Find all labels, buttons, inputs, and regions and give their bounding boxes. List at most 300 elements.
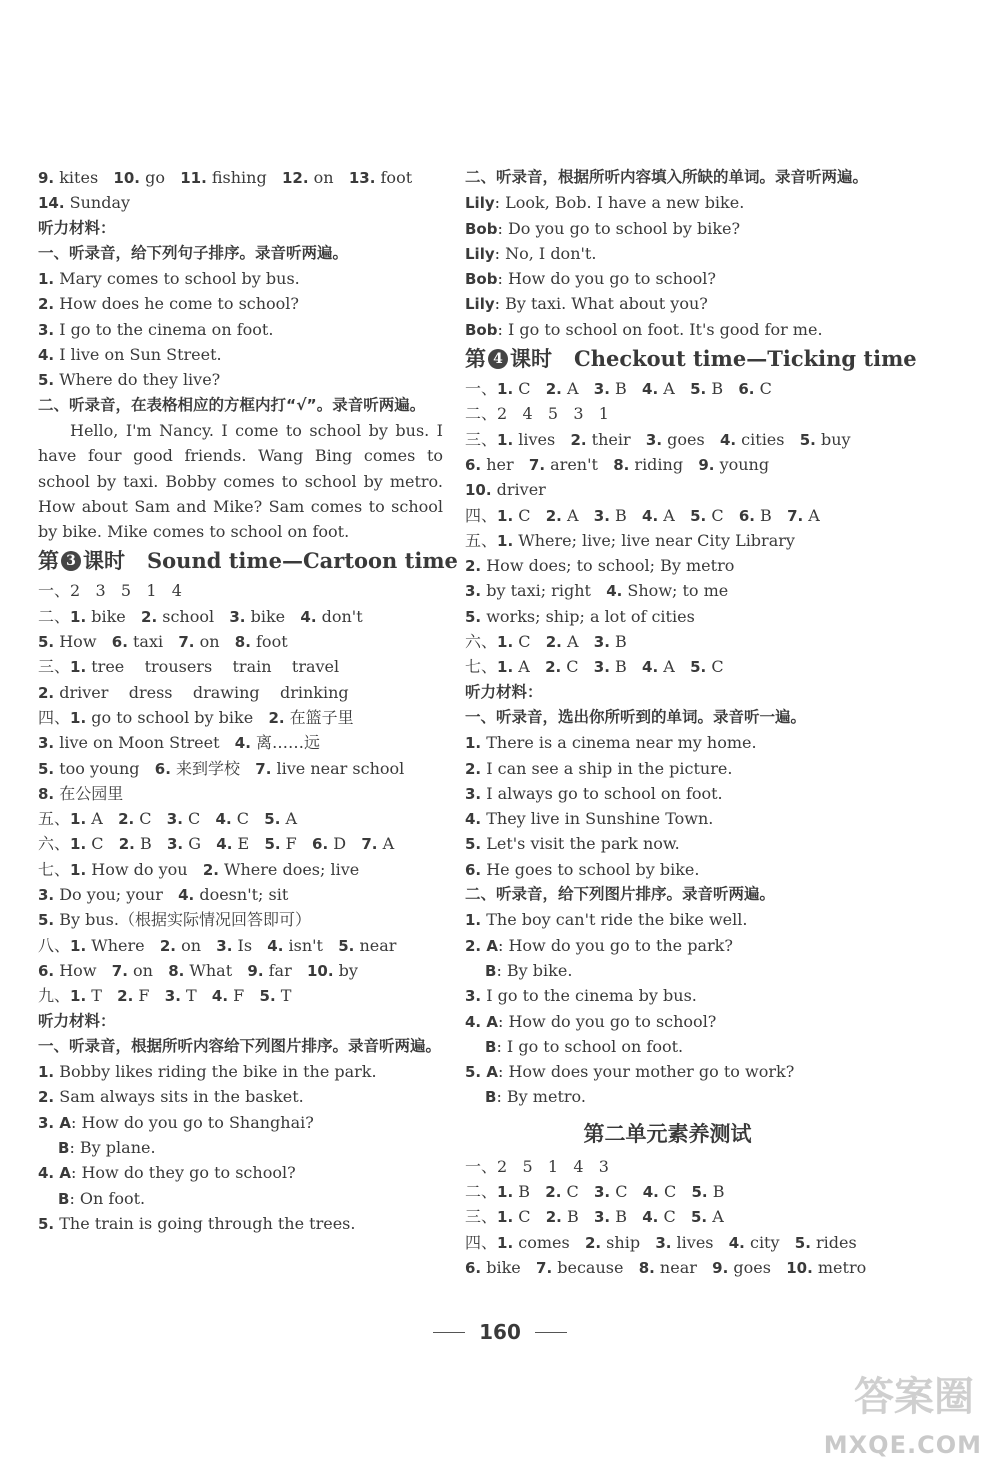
section-heading: 听力材料： bbox=[38, 218, 116, 237]
item-number: 5. A bbox=[465, 1063, 498, 1082]
answer-text: B bbox=[707, 1181, 725, 1201]
item-number: 8. bbox=[168, 961, 185, 980]
section-heading: 一、听录音，根据所听内容给下列图片排序。录音听两遍。 bbox=[38, 1036, 442, 1055]
answer-text: C bbox=[231, 809, 265, 829]
answer-line bbox=[465, 1179, 870, 1204]
answer-text: C bbox=[754, 379, 772, 399]
answer-text: too young bbox=[54, 758, 155, 778]
answer-text: 六、 bbox=[465, 632, 498, 652]
answer-text: her bbox=[481, 454, 529, 474]
item-number: 2. bbox=[118, 810, 135, 829]
answer-text: buy bbox=[815, 429, 851, 449]
item-number: 2. A bbox=[465, 936, 498, 955]
answer-text: doesn't; sit bbox=[194, 885, 289, 905]
item-number: 7. bbox=[111, 961, 128, 980]
answer-line bbox=[465, 291, 870, 316]
item-number: 5. bbox=[38, 759, 55, 778]
answer-text: 二、 bbox=[465, 1181, 498, 1201]
item-number: 2. bbox=[268, 708, 285, 727]
item-number: 4. bbox=[300, 607, 317, 626]
answer-text: works; ship; a lot of cities bbox=[481, 606, 695, 626]
answer-line bbox=[465, 629, 870, 654]
item-number: 5. bbox=[259, 987, 276, 1006]
answer-text: : By taxi. What about you? bbox=[494, 294, 708, 314]
item-number: 3. bbox=[465, 582, 482, 601]
answer-text: Where do they live? bbox=[54, 370, 221, 390]
answer-line bbox=[465, 401, 870, 426]
answer-text: foot bbox=[250, 632, 288, 652]
answer-text: Where; live; live near City Library bbox=[513, 530, 795, 550]
item-number: 4. A bbox=[38, 1164, 71, 1183]
answer-text: : By metro. bbox=[496, 1087, 586, 1107]
item-number: 10. bbox=[786, 1258, 813, 1277]
item-number: 7. bbox=[536, 1258, 553, 1277]
item-number: 5. bbox=[465, 607, 482, 626]
item-number: 2. bbox=[117, 987, 134, 1006]
answer-line bbox=[38, 806, 443, 831]
answer-line bbox=[38, 367, 443, 392]
item-number: 7. bbox=[361, 835, 378, 854]
answer-text: Sunday bbox=[64, 193, 131, 213]
section-heading: 二、听录音，给下列图片排序。录音听两遍。 bbox=[465, 885, 776, 904]
answer-text: because bbox=[552, 1257, 639, 1277]
answer-text: on bbox=[127, 960, 169, 980]
item-number: 2. bbox=[38, 683, 55, 702]
item-number: 4. bbox=[38, 346, 55, 365]
item-number: 10. bbox=[465, 481, 492, 500]
answer-text: : By plane. bbox=[69, 1137, 156, 1157]
answer-text: B bbox=[610, 1207, 643, 1227]
item-number: Bob bbox=[465, 320, 498, 339]
answer-line bbox=[38, 604, 443, 629]
item-number: 2. bbox=[545, 633, 562, 652]
item-number: 3. bbox=[594, 1208, 611, 1227]
item-number: 1. bbox=[497, 531, 514, 550]
answer-text: : By bike. bbox=[496, 960, 573, 980]
answer-line bbox=[465, 831, 870, 856]
answer-text: 九、 bbox=[38, 986, 71, 1006]
item-number: 1. bbox=[497, 1182, 514, 1201]
item-number: 4. A bbox=[465, 1012, 498, 1031]
answer-text: What bbox=[184, 960, 248, 980]
item-number: 3. bbox=[216, 936, 233, 955]
answer-line bbox=[465, 907, 870, 932]
answer-line bbox=[465, 781, 870, 806]
answer-text: A bbox=[561, 379, 594, 399]
item-number: 1. bbox=[497, 380, 514, 399]
answer-text: C bbox=[658, 1181, 692, 1201]
answer-text: 七、 bbox=[38, 859, 71, 879]
answer-text: C bbox=[513, 1207, 546, 1227]
item-number: 7. bbox=[528, 455, 546, 474]
item-number: B bbox=[58, 1138, 70, 1157]
answer-line bbox=[38, 1135, 443, 1160]
answer-text: He goes to school by bike. bbox=[481, 859, 700, 879]
listening-passage: Hello, I'm Nancy. I come to school by bus. I have four good friends. Wang Bing comes to school by taxi. Bobby comes to school by metro. How about Sam and Mike? Sam comes to school by bike. Mike comes to school on foot. bbox=[38, 420, 443, 542]
left-column bbox=[38, 165, 458, 1236]
answer-line bbox=[38, 730, 443, 755]
item-number: 5. bbox=[338, 936, 355, 955]
answer-line bbox=[38, 1160, 443, 1185]
item-number: 12. bbox=[281, 169, 309, 187]
answer-text: : How do you go to Shanghai? bbox=[70, 1112, 314, 1132]
answer-text: 五、 bbox=[465, 530, 498, 550]
answer-text: 二、2 4 5 3 1 bbox=[465, 404, 609, 424]
answer-line bbox=[465, 528, 870, 553]
answer-line bbox=[465, 190, 870, 215]
answer-line bbox=[465, 427, 870, 452]
answer-text: D bbox=[328, 834, 362, 854]
answer-line bbox=[38, 578, 443, 603]
answer-text: How does; to school; By metro bbox=[481, 556, 735, 576]
answer-line bbox=[38, 1059, 443, 1084]
answer-text: 三、 bbox=[38, 657, 71, 677]
answer-line bbox=[38, 266, 443, 291]
lesson-heading bbox=[38, 544, 458, 578]
item-number: 2. bbox=[465, 759, 482, 778]
answer-line bbox=[465, 477, 870, 502]
item-number: 4. bbox=[216, 835, 233, 854]
answer-text: Is bbox=[232, 935, 268, 955]
item-number: 4. bbox=[267, 936, 284, 955]
answer-line bbox=[38, 317, 443, 342]
item-number: 5. bbox=[691, 1182, 708, 1201]
item-number: 4. bbox=[642, 1208, 659, 1227]
lesson-number-badge: 4 bbox=[488, 349, 508, 369]
answer-text: A bbox=[561, 632, 594, 652]
answer-text: A bbox=[658, 379, 691, 399]
answer-text: C bbox=[706, 505, 739, 525]
section-heading: 二、听录音，在表格相应的方框内打“√”。录音听两遍。 bbox=[38, 395, 426, 414]
answer-text: : How does your mother go to work? bbox=[497, 1062, 795, 1082]
item-number: 8. bbox=[234, 633, 251, 652]
item-number: Lily bbox=[465, 194, 495, 213]
answer-text: : How do you go to the park? bbox=[497, 935, 733, 955]
item-number: 3. bbox=[465, 784, 482, 803]
answer-text: A bbox=[707, 1207, 724, 1227]
answer-line bbox=[465, 1255, 870, 1280]
item-number: 4. bbox=[211, 987, 229, 1006]
answer-text: 离……远 bbox=[250, 733, 321, 753]
item-number: 3. bbox=[645, 430, 663, 449]
item-number: 1. bbox=[70, 607, 87, 626]
answer-line bbox=[465, 503, 870, 528]
answer-text: Do you; your bbox=[54, 885, 179, 905]
answer-text: driver bbox=[491, 480, 546, 500]
answer-text: goes bbox=[662, 429, 720, 449]
answer-text: The train is going through the trees. bbox=[54, 1213, 356, 1233]
answer-text: live on Moon Street bbox=[54, 733, 235, 753]
item-number: 1. bbox=[70, 987, 87, 1006]
item-number: 6. bbox=[111, 633, 128, 652]
answer-text: by taxi; right bbox=[481, 581, 607, 601]
section-heading: 一、听录音，选出你所听到的单词。录音听一遍。 bbox=[465, 707, 807, 726]
lesson-suffix: 课时 bbox=[83, 548, 125, 574]
answer-line bbox=[38, 629, 443, 654]
lesson-title: Checkout time—Ticking time bbox=[574, 346, 917, 372]
answer-text: E bbox=[232, 834, 265, 854]
answer-text: The boy can't ride the bike well. bbox=[481, 910, 748, 930]
item-number: 1. bbox=[465, 911, 482, 930]
answer-text: taxi bbox=[127, 632, 179, 652]
answer-text: isn't bbox=[283, 935, 339, 955]
answer-text: 四、 bbox=[38, 707, 71, 727]
answer-text: comes bbox=[513, 1232, 585, 1252]
answer-text: 二、 bbox=[38, 606, 71, 626]
answer-text: : Look, Bob. I have a new bike. bbox=[494, 193, 745, 213]
unit-test-title: 第二单元素养测试 bbox=[583, 1121, 752, 1146]
page-number-text: 160 bbox=[479, 1320, 521, 1344]
answer-text: near bbox=[354, 935, 397, 955]
item-number: 4. bbox=[178, 886, 195, 905]
answer-text: A bbox=[377, 834, 395, 854]
answer-text: By bus.（根据实际情况回答即可） bbox=[54, 910, 311, 930]
item-number: 1. bbox=[497, 658, 514, 677]
item-number: 4. bbox=[719, 430, 737, 449]
answer-line bbox=[465, 376, 870, 401]
answer-text: cities bbox=[736, 429, 800, 449]
answer-text: C bbox=[513, 632, 546, 652]
answer-text: driver dress drawing drinking bbox=[54, 682, 349, 702]
item-number: 2. bbox=[159, 936, 176, 955]
answer-text: on bbox=[308, 168, 349, 187]
answer-text: go to school by bike bbox=[86, 707, 269, 727]
answer-text: tree trousers train travel bbox=[86, 657, 340, 677]
watermark-text: MXQE.COM bbox=[823, 1431, 982, 1459]
item-number: 14. bbox=[38, 194, 65, 213]
answer-text: 八、 bbox=[38, 935, 71, 955]
answer-text: C bbox=[561, 1181, 594, 1201]
answer-text: their bbox=[586, 429, 646, 449]
answer-text: 三、 bbox=[465, 429, 498, 449]
answer-line bbox=[465, 1084, 870, 1109]
item-number: 2. bbox=[545, 658, 562, 677]
answer-text: A bbox=[513, 657, 546, 677]
item-number: 3. bbox=[166, 810, 183, 829]
answer-text: C bbox=[513, 505, 546, 525]
answer-line bbox=[465, 1059, 870, 1084]
item-number: 3. bbox=[167, 835, 184, 854]
item-number: 1. bbox=[38, 270, 55, 289]
item-number: 5. bbox=[264, 835, 281, 854]
answer-text: 在公园里 bbox=[54, 783, 124, 803]
item-number: 8. bbox=[38, 784, 55, 803]
item-number: 2. bbox=[545, 380, 562, 399]
answer-line bbox=[38, 882, 443, 907]
item-number: 5. bbox=[690, 1208, 708, 1227]
answer-text: bike bbox=[481, 1257, 537, 1277]
item-number: 3. bbox=[655, 1233, 672, 1252]
answer-text: B bbox=[754, 505, 788, 525]
answer-text: A bbox=[658, 505, 691, 525]
answer-text: There is a cinema near my home. bbox=[481, 733, 757, 753]
item-number: 5. bbox=[38, 633, 55, 652]
item-number: 1. bbox=[70, 936, 87, 955]
answer-text: G bbox=[183, 834, 217, 854]
answer-line bbox=[38, 756, 443, 781]
answer-text: : How do you go to school? bbox=[497, 1011, 717, 1031]
item-number: 5. bbox=[38, 371, 55, 390]
item-number: 1. bbox=[497, 1233, 514, 1252]
item-number: 2. bbox=[38, 295, 55, 314]
answer-text: C bbox=[134, 809, 167, 829]
answer-line bbox=[38, 705, 443, 730]
answer-text: 四、 bbox=[465, 1232, 498, 1252]
item-number: B bbox=[485, 961, 497, 980]
item-number: 1. bbox=[38, 1063, 55, 1082]
answer-text: bike bbox=[86, 606, 142, 626]
answer-text: 来到学校 bbox=[170, 758, 256, 778]
item-number: 2. bbox=[141, 607, 158, 626]
item-number: 5. bbox=[690, 658, 707, 677]
answer-line bbox=[465, 317, 870, 342]
item-number: 6. bbox=[738, 506, 755, 525]
answer-text: 四、 bbox=[465, 505, 498, 525]
item-number: B bbox=[485, 1088, 497, 1107]
answer-text: They live in Sunshine Town. bbox=[481, 809, 714, 829]
item-number: 1. bbox=[70, 835, 87, 854]
item-number: 5. bbox=[794, 1233, 811, 1252]
page-number bbox=[0, 1320, 1000, 1344]
item-number: Bob bbox=[465, 270, 498, 289]
answer-text: 一、2 3 5 1 4 bbox=[38, 581, 182, 601]
answer-text: foot bbox=[375, 168, 413, 187]
item-number: Lily bbox=[465, 295, 495, 314]
answer-text: B bbox=[706, 379, 739, 399]
answer-text: 七、 bbox=[465, 657, 498, 677]
answer-text: lives bbox=[513, 429, 571, 449]
answer-text: B bbox=[609, 505, 643, 525]
item-number: 3. bbox=[229, 607, 246, 626]
answer-text: : On foot. bbox=[69, 1188, 146, 1208]
answer-line bbox=[38, 1211, 443, 1236]
answer-text: Sam always sits in the basket. bbox=[54, 1087, 304, 1107]
answer-line bbox=[38, 654, 443, 679]
item-number: B bbox=[58, 1189, 70, 1208]
item-number: 2. bbox=[38, 1088, 55, 1107]
answer-text: A bbox=[658, 657, 691, 677]
answer-line bbox=[465, 730, 870, 755]
item-number: 4. bbox=[606, 582, 623, 601]
item-number: 4. bbox=[642, 506, 659, 525]
section-heading: 一、听录音，给下列句子排序。录音听两遍。 bbox=[38, 243, 349, 262]
item-number: 5. bbox=[465, 835, 482, 854]
answer-text: B bbox=[609, 632, 627, 652]
answer-line bbox=[38, 291, 443, 316]
item-number: 7. bbox=[178, 633, 195, 652]
answer-line bbox=[465, 452, 870, 477]
item-number: 9. bbox=[247, 961, 264, 980]
answer-line bbox=[465, 578, 870, 603]
answer-line bbox=[38, 958, 443, 983]
item-number: 3. bbox=[593, 506, 610, 525]
answer-text: city bbox=[744, 1232, 795, 1252]
answer-line bbox=[465, 553, 870, 578]
lesson-suffix: 课时 bbox=[510, 346, 552, 372]
item-number: 2. bbox=[465, 557, 482, 576]
item-number: 3. bbox=[465, 987, 482, 1006]
answer-text: 在篮子里 bbox=[284, 707, 354, 727]
answer-text: C bbox=[706, 657, 724, 677]
answer-line bbox=[465, 241, 870, 266]
section-heading: 听力材料： bbox=[38, 1011, 116, 1030]
item-number: 6. bbox=[738, 380, 755, 399]
item-number: 1. bbox=[70, 860, 87, 879]
item-number: 1. bbox=[497, 1208, 514, 1227]
lesson-prefix: 第 bbox=[38, 548, 59, 574]
answer-line bbox=[465, 216, 870, 241]
watermark-logo bbox=[810, 1353, 990, 1463]
answer-text: I can see a ship in the picture. bbox=[481, 758, 733, 778]
answer-line bbox=[465, 604, 870, 629]
answer-line bbox=[465, 933, 870, 958]
answer-text: metro bbox=[812, 1257, 867, 1277]
item-number: 9. bbox=[38, 169, 55, 187]
item-number: 6. bbox=[38, 961, 55, 980]
answer-text: T bbox=[275, 986, 292, 1006]
item-number: 6. bbox=[465, 860, 482, 879]
answer-text: B bbox=[609, 657, 643, 677]
item-number: 3. bbox=[38, 320, 55, 339]
item-number: 3. bbox=[164, 987, 181, 1006]
answer-text: fishing bbox=[206, 168, 282, 187]
page-number-dash-right bbox=[535, 1332, 567, 1333]
answer-text: F bbox=[280, 834, 313, 854]
answer-text: Where bbox=[86, 935, 160, 955]
item-number: 4. bbox=[215, 810, 232, 829]
answer-text: : No, I don't. bbox=[494, 243, 597, 263]
item-number: 2. bbox=[545, 506, 562, 525]
answer-line bbox=[38, 857, 443, 882]
answer-text: B bbox=[513, 1181, 546, 1201]
answer-line bbox=[38, 680, 443, 705]
answer-line bbox=[465, 857, 870, 882]
answer-text: : I go to school on foot. It's good for me. bbox=[497, 319, 823, 339]
item-number: 2. bbox=[202, 860, 219, 879]
answer-text: I live on Sun Street. bbox=[54, 345, 222, 365]
item-number: 5. bbox=[799, 430, 816, 449]
answer-text: 一、 bbox=[465, 379, 498, 399]
answer-text: : How do they go to school? bbox=[70, 1163, 296, 1183]
answer-line bbox=[465, 1034, 870, 1059]
answer-text: Where does; live bbox=[218, 859, 360, 879]
answer-text: riding bbox=[629, 454, 699, 474]
answer-text: F bbox=[133, 986, 165, 1006]
lesson-title: Sound time—Cartoon time bbox=[147, 548, 458, 574]
answer-line bbox=[465, 1154, 870, 1179]
item-number: 9. bbox=[698, 455, 715, 474]
answer-text: far bbox=[263, 960, 307, 980]
item-number: 1. bbox=[497, 430, 514, 449]
item-number: 6. bbox=[312, 835, 329, 854]
answer-line bbox=[465, 266, 870, 291]
item-number: 10. bbox=[113, 169, 140, 187]
answer-text: I go to the cinema on foot. bbox=[54, 319, 274, 339]
item-number: Bob bbox=[465, 219, 498, 238]
item-number: 4. bbox=[465, 810, 482, 829]
item-number: 5. bbox=[38, 1214, 55, 1233]
item-number: 1. bbox=[465, 734, 482, 753]
answer-text: rides bbox=[810, 1232, 857, 1252]
answer-text: 六、 bbox=[38, 834, 71, 854]
answer-text: C bbox=[561, 657, 594, 677]
answer-line bbox=[38, 1186, 443, 1211]
lesson-number-badge: 3 bbox=[61, 551, 81, 571]
item-number: 3. A bbox=[38, 1113, 71, 1132]
item-number: 4. bbox=[642, 1182, 659, 1201]
answer-text: Mary comes to school by bus. bbox=[54, 269, 300, 289]
answer-text: go bbox=[139, 168, 181, 187]
